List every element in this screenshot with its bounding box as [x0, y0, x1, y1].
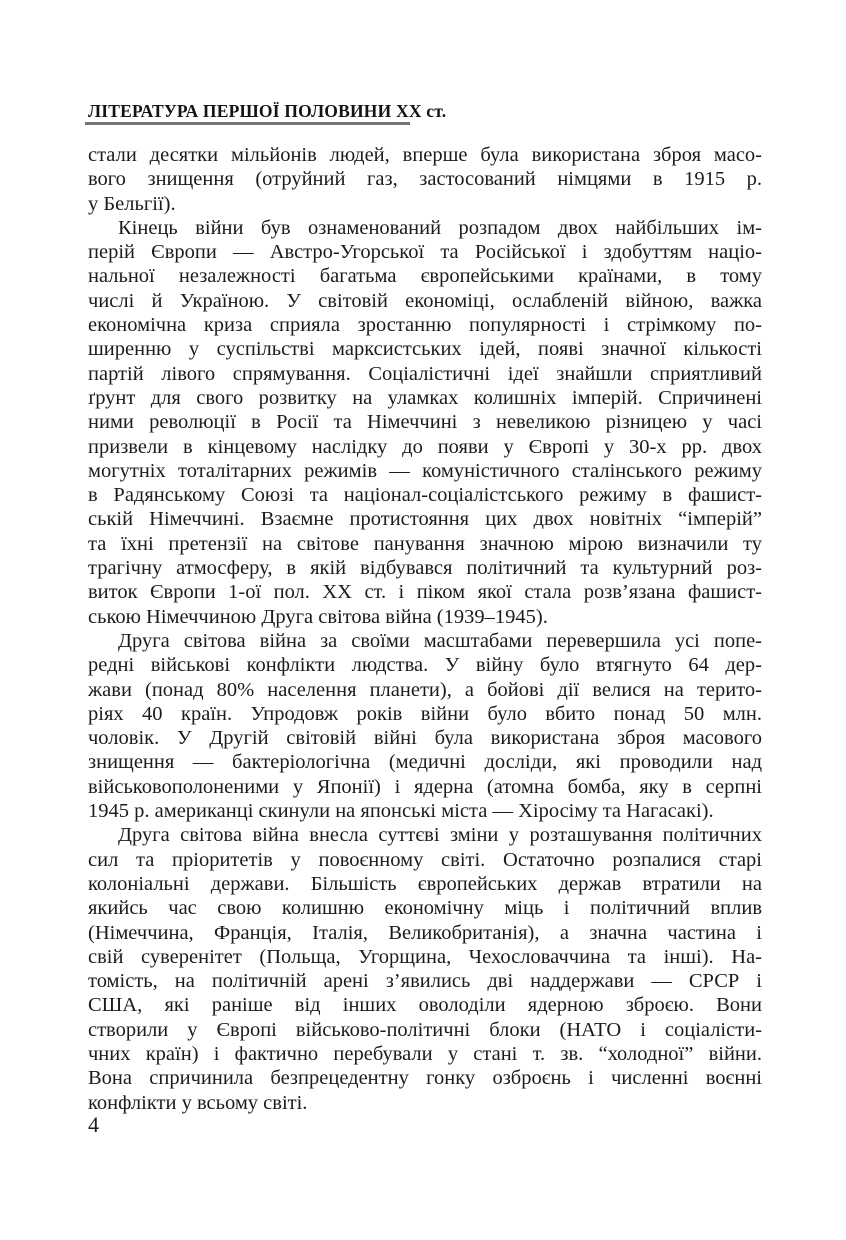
text-line: якийсь час свою колишню економічну міць і політичний вплив — [88, 897, 762, 920]
text-line: ширенню у суспільстві марксистських ідей, появі значної кількості — [88, 338, 762, 361]
text-line: призвели в кінцевому наслідку до появи у Європі у 30-х рр. двох — [88, 435, 762, 458]
text-line: ріях 40 країн. Упродовж років війни було вбито понад 50 млн. — [88, 702, 762, 725]
page-number: 4 — [88, 1112, 99, 1137]
paragraph — [88, 143, 762, 216]
text-line: конфлікти у всьому світі. — [88, 1091, 308, 1114]
text-line: чоловік. У Другій світовій війні була використана зброя масового — [88, 727, 762, 750]
text-line: створили у Європі військово-політичні блоки (НАТО і соціалісти- — [88, 1018, 762, 1041]
text-line: ґрунт для свого розвитку на уламках колишніх імперій. Спричинені — [88, 386, 762, 409]
text-line: томість, на політичній арені з’явились дві наддержави — СРСР і — [88, 970, 762, 993]
text-line: економічна криза сприяла зростанню популярності і стрімкому по- — [88, 314, 762, 337]
text-line: ними революції в Росії та Німеччині з невеликою різницею у часі — [88, 411, 762, 434]
text-line: редні військові конфлікти людства. У війну було втягнуто 64 дер- — [88, 654, 762, 677]
text-line: могутніх тоталітарних режимів — комуністичного сталінського режиму — [88, 459, 762, 482]
text-line: перій Європи — Австро-Угорської та Російської і здобуттям націо- — [88, 241, 762, 264]
text-line: стали десятки мільйонів людей, вперше була використана зброя масо- — [88, 144, 762, 166]
text-line: трагічну атмосферу, в якій відбувався політичний та культурний роз- — [88, 557, 762, 580]
text-line: Друга світова війна за своїми масштабами перевершила усі попе- — [118, 629, 762, 652]
text-line: Кінець війни був ознаменований розпадом двох найбільших ім- — [118, 216, 762, 239]
text-line: США, які раніше від інших оволоділи ядерною зброєю. Вони — [88, 994, 762, 1017]
paragraph — [88, 216, 762, 629]
text-line: колоніальні держави. Більшість європейських держав втратили на — [88, 872, 762, 895]
text-line: партій лівого спрямування. Соціалістичні ідеї знайшли сприятливий — [88, 362, 762, 385]
header-underline — [85, 122, 410, 125]
text-line: (Німеччина, Франція, Італія, Великобританія), а значна частина і — [88, 921, 762, 944]
text-line: нальної незалежності багатьма європейськими країнами, в тому — [88, 265, 762, 288]
text-line: свій суверенітет (Польща, Угорщина, Чехословаччина та інші). На- — [88, 945, 762, 968]
paragraph — [88, 823, 762, 1115]
page-body — [88, 143, 762, 1115]
text-line: Друга світова війна внесла суттєві зміни у розташування політичних — [118, 824, 762, 847]
text-line: вого знищення (отруйний газ, застосований німцями в 1915 р. — [88, 168, 762, 191]
text-line: 1945 р. американці скинули на японські міста — Хіросіму та Нагасакі). — [88, 800, 714, 823]
text-line: чних країн) і фактично перебували у стані т. зв. “холодної” війни. — [88, 1042, 762, 1065]
text-line: жави (понад 80% населення планети), а бойові дії велися на терито- — [88, 678, 762, 701]
text-line: знищення — бактеріологічна (медичні досліди, які проводили над — [88, 751, 762, 774]
text-line: у Бельгії). — [88, 192, 176, 215]
text-line: та їхні претензії на світове панування значною мірою визначили ту — [88, 532, 762, 555]
text-line: ською Німеччиною Друга світова війна (1939–1945). — [88, 605, 548, 628]
text-line: військовополоненими у Японії) і ядерна (атомна бомба, яку в серпні — [88, 775, 762, 798]
text-line: в Радянському Союзі та націонал-соціалістського режиму в фашист- — [88, 484, 762, 507]
text-line: сил та пріоритетів у повоєнному світі. Остаточно розпалися старі — [88, 848, 762, 871]
text-line: числі й Україною. У світовій економіці, ослабленій війною, важка — [88, 289, 762, 312]
text-line: ській Німеччині. Взаємне протистояння цих двох новітніх “імперій” — [88, 508, 762, 531]
paragraph — [88, 629, 762, 823]
running-head: ЛІТЕРАТУРА ПЕРШОЇ ПОЛОВИНИ XX ст. — [88, 101, 447, 121]
text-line: виток Європи 1-ої пол. XX ст. і піком якої стала розв’язана фашист- — [88, 581, 762, 604]
text-line: Вона спричинила безпрецедентну гонку озброєнь і численні воєнні — [88, 1067, 762, 1090]
